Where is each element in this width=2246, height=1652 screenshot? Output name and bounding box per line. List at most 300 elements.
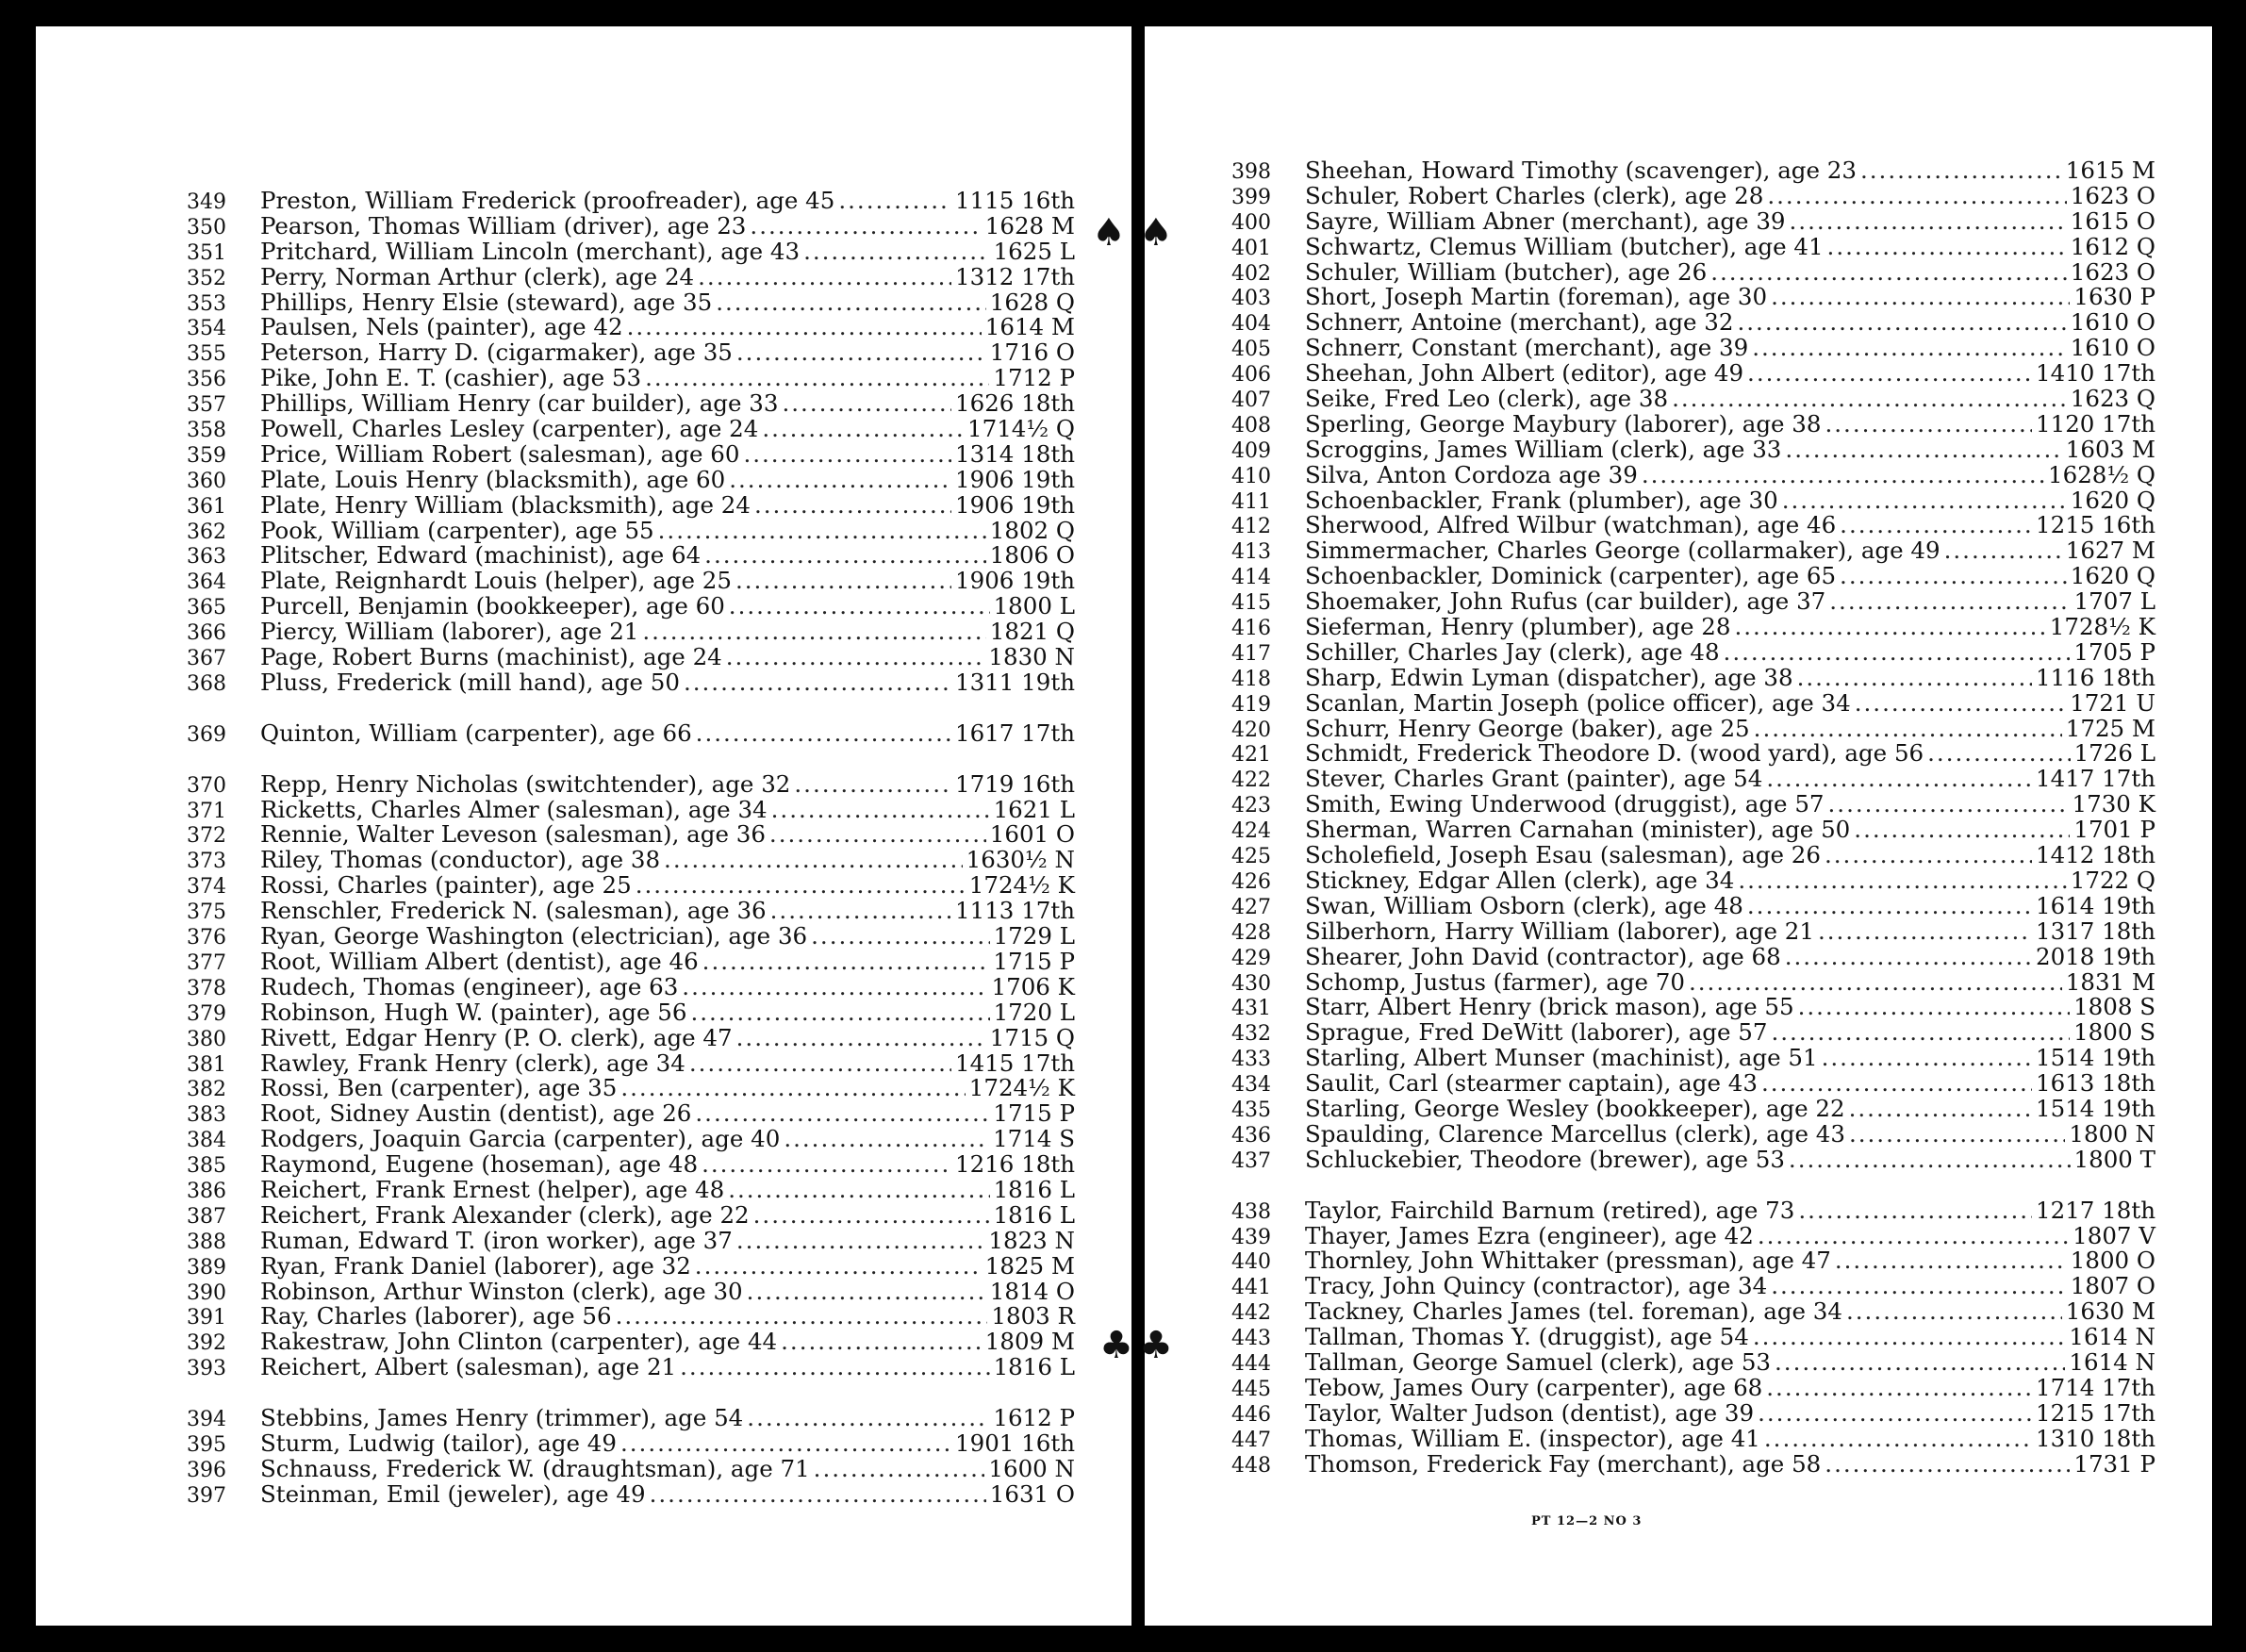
dot-leader [1724, 640, 2071, 666]
entry-address: 1615 O [2070, 206, 2155, 235]
entry-name: Schluckebier, Theodore (brewer), age 53 [1305, 1145, 1785, 1173]
entry-address: 1314 18th [955, 439, 1075, 468]
entry-name: Phillips, Henry Elsie (steward), age 35 [260, 288, 713, 316]
entry-address: 1217 18th [2036, 1196, 2155, 1224]
register-entry [187, 290, 1075, 316]
entry-number: 420 [1231, 718, 1271, 742]
register-entry [1231, 336, 2155, 361]
register-entry [1231, 663, 2155, 691]
entry-number: 408 [1231, 413, 1271, 438]
dot-leader [698, 265, 951, 290]
register-entry [187, 1076, 1075, 1101]
register-list-right [1231, 158, 2155, 1477]
entry-number: 421 [1231, 743, 1271, 768]
dot-leader [1771, 1274, 2067, 1299]
entry-name: Schuler, Robert Charles (clerk), age 28 [1305, 181, 1764, 209]
dot-leader [702, 950, 990, 975]
register-entry [187, 340, 1075, 366]
entry-name: Thomas, William E. (inspector), age 41 [1305, 1424, 1760, 1452]
dot-leader [726, 645, 985, 670]
register-entry [1231, 206, 2155, 235]
entry-name: Shearer, John David (contractor), age 68 [1305, 942, 1781, 970]
dot-leader [1798, 1198, 2032, 1224]
register-entry [187, 721, 1075, 747]
entry-name: Ryan, George Washington (electrician), age 36 [260, 922, 808, 950]
dot-leader [689, 1051, 951, 1077]
entry-name: Sharp, Edwin Lyman (dispatcher), age 38 [1305, 663, 1793, 691]
dot-leader [747, 1280, 986, 1305]
entry-number: 438 [1231, 1199, 1271, 1224]
register-entry [1231, 1198, 2155, 1224]
dot-leader [1764, 1427, 2032, 1452]
register-entry [187, 620, 1075, 645]
entry-name: Page, Robert Burns (machinist), age 24 [260, 643, 722, 671]
entry-address: 1724½ K [968, 1074, 1075, 1102]
dot-leader [620, 1076, 965, 1101]
entry-name: Schurr, Henry George (baker), age 25 [1305, 714, 1750, 742]
entry-address: 1113 17th [955, 897, 1075, 925]
entry-name: Schuler, William (butcher), age 26 [1305, 257, 1708, 286]
entry-name: Pook, William (carpenter), age 55 [260, 516, 654, 544]
dot-leader [743, 442, 951, 468]
dot-leader [838, 189, 951, 214]
entry-number: 416 [1231, 617, 1271, 641]
entry-number: 430 [1231, 971, 1271, 996]
entry-number: 404 [1231, 312, 1271, 337]
dot-leader [1747, 361, 2032, 387]
dot-leader [803, 240, 990, 265]
entry-name: Schmidt, Frederick Theodore D. (wood yard), age 56 [1305, 739, 1924, 768]
entry-number: 389 [187, 1255, 226, 1280]
entry-address: 1412 18th [2036, 841, 2155, 869]
entry-number: 372 [187, 824, 226, 849]
dot-leader [1849, 1122, 2065, 1148]
entry-address: 1906 19th [955, 465, 1075, 493]
dot-leader [1775, 1350, 2065, 1376]
entry-name: Rakestraw, John Clinton (carpenter), age 44 [260, 1328, 778, 1356]
entry-name: Thornley, John Whittaker (pressman), age 47 [1305, 1247, 1831, 1275]
entry-number: 432 [1231, 1022, 1271, 1047]
entry-address: 1901 16th [955, 1429, 1075, 1457]
dot-leader [680, 1355, 989, 1380]
entry-address: 1216 18th [955, 1150, 1075, 1179]
register-entry [1231, 1071, 2155, 1097]
entry-number: 439 [1231, 1225, 1271, 1249]
entry-number: 365 [187, 596, 226, 620]
entry-number: 431 [1231, 997, 1271, 1021]
entry-address: 1600 N [988, 1454, 1075, 1482]
entry-address: 1725 M [2065, 714, 2155, 742]
entry-address: 1719 16th [955, 769, 1075, 798]
entry-number: 442 [1231, 1301, 1271, 1326]
entry-number: 444 [1231, 1351, 1271, 1376]
entry-name: Plate, Reignhardt Louis (helper), age 25 [260, 567, 732, 595]
register-entry [1231, 158, 2155, 184]
register-entry [1231, 387, 2155, 412]
dot-leader [1766, 767, 2032, 792]
dot-leader [1771, 285, 2070, 310]
right-page [1139, 26, 2212, 1626]
entry-number: 375 [187, 900, 226, 925]
dot-leader [695, 1101, 989, 1127]
entry-number: 401 [1231, 236, 1271, 260]
entry-number: 436 [1231, 1123, 1271, 1148]
dot-leader [1846, 1299, 2062, 1325]
entry-number: 440 [1231, 1250, 1271, 1275]
register-entry [1231, 1347, 2155, 1376]
entry-address: 2018 19th [2036, 942, 2155, 970]
entry-name: Price, William Robert (salesman), age 60 [260, 439, 740, 468]
entry-number: 398 [1231, 160, 1271, 184]
entry-name: Rudech, Thomas (engineer), age 63 [260, 972, 679, 1000]
dot-leader [627, 315, 982, 340]
entry-address: 1705 P [2073, 637, 2155, 666]
register-entry [1231, 714, 2155, 742]
entry-address: 1715 Q [989, 1023, 1075, 1051]
dot-leader [1672, 387, 2067, 412]
entry-address: 1116 18th [2036, 663, 2155, 691]
register-entry [187, 366, 1075, 391]
entry-name: Schoenbackler, Frank (plumber), age 30 [1305, 486, 1778, 514]
entry-address: 1614 N [2069, 1323, 2155, 1351]
dot-leader [736, 1026, 986, 1051]
entry-address: 1831 M [2065, 967, 2155, 996]
dot-leader [811, 924, 989, 950]
dot-leader [747, 1406, 989, 1431]
entry-name: Thayer, James Ezra (engineer), age 42 [1305, 1221, 1754, 1249]
entry-name: Simmermacher, Charles George (collarmaker), age 49 [1305, 537, 1940, 565]
binding-mark: ♣ [1139, 1324, 1173, 1367]
entry-number: 426 [1231, 869, 1271, 894]
entry-number: 443 [1231, 1327, 1271, 1351]
entry-name: Reichert, Frank Ernest (helper), age 48 [260, 1175, 725, 1203]
entry-number: 383 [187, 1103, 226, 1128]
entry-address: 1215 16th [2036, 511, 2155, 539]
entry-number: 425 [1231, 845, 1271, 869]
entry-number: 427 [1231, 895, 1271, 919]
dot-leader [1737, 310, 2066, 336]
entry-address: 1716 O [989, 339, 1075, 367]
dot-leader [729, 594, 990, 620]
entry-name: Spaulding, Clarence Marcellus (clerk), age 43 [1305, 1119, 1845, 1148]
register-entry [1231, 767, 2155, 792]
entry-number: 446 [1231, 1402, 1271, 1427]
register-entry [187, 543, 1075, 569]
entry-name: Sherwood, Alfred Wilbur (watchman), age 46 [1305, 511, 1837, 539]
entry-number: 434 [1231, 1073, 1271, 1098]
dot-leader [1828, 792, 2069, 818]
entry-address: 1809 M [984, 1328, 1075, 1356]
entry-address: 1630 P [2073, 283, 2155, 311]
entry-number: 367 [187, 647, 226, 671]
entry-number: 363 [187, 545, 226, 570]
entry-address: 1627 M [2065, 537, 2155, 565]
entry-number: 380 [187, 1027, 226, 1051]
dot-leader [1710, 260, 2067, 286]
dot-leader [1944, 538, 2062, 564]
entry-address: 1623 O [2070, 257, 2155, 286]
dot-leader [690, 1000, 989, 1026]
entry-address: 1721 U [2070, 688, 2155, 717]
dot-leader [1767, 184, 2066, 209]
entry-number: 373 [187, 850, 226, 874]
register-entry [187, 569, 1075, 594]
register-entry [1231, 818, 2155, 843]
dot-leader [702, 1152, 951, 1178]
dot-leader [1785, 438, 2061, 463]
entry-name: Stickney, Edgar Allen (clerk), age 34 [1305, 866, 1735, 894]
entry-name: Rivett, Edgar Henry (P. O. clerk), age 47 [260, 1023, 733, 1051]
dot-leader [696, 721, 951, 747]
entry-number: 428 [1231, 920, 1271, 945]
register-entry [1231, 967, 2155, 996]
entry-address: 1625 L [993, 237, 1075, 265]
entry-address: 1803 R [991, 1302, 1075, 1330]
entry-name: Preston, William Frederick (proofreader), age 45 [260, 187, 835, 214]
register-entry [187, 1000, 1075, 1026]
entry-number: 395 [187, 1432, 226, 1457]
register-entry [187, 924, 1075, 950]
entry-name: Smith, Ewing Underwood (druggist), age 57 [1305, 790, 1825, 818]
register-entry [187, 417, 1075, 442]
entry-name: Pluss, Frederick (mill hand), age 50 [260, 668, 680, 696]
entry-name: Scroggins, James William (clerk), age 33 [1305, 435, 1782, 463]
entry-address: 1317 18th [2036, 917, 2155, 945]
entry-name: Scholefield, Joseph Esau (salesman), age 26 [1305, 841, 1821, 869]
dot-leader [1825, 412, 2032, 438]
dot-leader [1771, 1020, 2070, 1046]
entry-address: 1823 N [988, 1226, 1075, 1254]
entry-name: Tallman, Thomas Y. (druggist), age 54 [1305, 1323, 1749, 1351]
entry-number: 393 [187, 1357, 226, 1381]
entry-address: 1821 Q [989, 618, 1075, 646]
dot-leader [650, 1482, 986, 1508]
register-entry [1231, 435, 2155, 463]
dot-leader [1840, 564, 2067, 589]
register-entry [187, 1175, 1075, 1203]
register-entry [187, 1454, 1075, 1482]
register-entry [187, 189, 1075, 214]
dot-leader [1789, 1148, 2071, 1173]
register-entry [1231, 488, 2155, 514]
entry-address: 1715 P [993, 1099, 1075, 1128]
entry-number: 396 [187, 1458, 226, 1482]
dot-leader [1758, 1224, 2069, 1249]
entry-name: Rennie, Walter Leveson (salesman), age 36 [260, 820, 766, 849]
entry-number: 385 [187, 1154, 226, 1179]
entry-number: 417 [1231, 641, 1271, 666]
entry-address: 1614 N [2069, 1347, 2155, 1376]
printer-code: PT 12—2 NO 3 [1531, 1514, 1643, 1528]
entry-number: 402 [1231, 261, 1271, 286]
entry-number: 445 [1231, 1377, 1271, 1401]
register-entry [1231, 257, 2155, 286]
register-entry [187, 670, 1075, 696]
entry-name: Plate, Henry William (blacksmith), age 24 [260, 490, 751, 519]
entry-name: Steinman, Emil (jeweler), age 49 [260, 1479, 646, 1508]
entry-number: 403 [1231, 287, 1271, 311]
binding-mark: ♠ [1092, 211, 1126, 255]
register-entry [1231, 538, 2155, 564]
dot-leader [728, 1178, 989, 1203]
entry-number: 400 [1231, 210, 1271, 235]
entry-number: 414 [1231, 566, 1271, 590]
entry-address: 1115 16th [955, 187, 1075, 214]
entry-number: 390 [187, 1280, 226, 1305]
dot-leader [729, 468, 951, 493]
entry-number: 386 [187, 1179, 226, 1203]
entry-address: 1615 M [2065, 157, 2155, 184]
entry-address: 1631 O [989, 1479, 1075, 1508]
entry-address: 1620 Q [2070, 486, 2155, 514]
dot-leader [762, 417, 964, 442]
entry-name: Ricketts, Charles Almer (salesman), age 34 [260, 795, 768, 823]
entry-address: 1731 P [2073, 1449, 2155, 1478]
entry-address: 1120 17th [2036, 409, 2155, 438]
register-entry [187, 1152, 1075, 1178]
entry-name: Peterson, Harry D. (cigarmaker), age 35 [260, 339, 733, 367]
register-entry [187, 1304, 1075, 1330]
entry-address: 1720 L [993, 998, 1075, 1026]
register-entry [1231, 1145, 2155, 1173]
dot-leader [658, 519, 986, 544]
entry-number: 407 [1231, 388, 1271, 413]
register-entry [187, 465, 1075, 493]
entry-number: 405 [1231, 338, 1271, 362]
register-entry [1231, 1398, 2155, 1427]
dot-leader [1738, 868, 2066, 894]
dot-leader [1822, 1046, 2032, 1071]
entry-address: 1706 K [991, 972, 1075, 1000]
entry-number: 433 [1231, 1048, 1271, 1072]
entry-address: 1825 M [984, 1251, 1075, 1280]
dot-leader [1753, 1325, 2066, 1350]
dot-leader [771, 798, 990, 823]
dot-leader [1642, 463, 2044, 488]
register-entry [187, 490, 1075, 519]
entry-name: Rawley, Frank Henry (clerk), age 34 [260, 1049, 685, 1077]
dot-leader [636, 873, 966, 899]
register-entry [187, 1200, 1075, 1229]
dot-leader [684, 670, 951, 696]
register-entry [187, 315, 1075, 340]
dot-leader [735, 569, 951, 594]
register-list-left [187, 189, 1075, 1508]
entry-number: 424 [1231, 819, 1271, 844]
entry-name: Schnerr, Constant (merchant), age 39 [1305, 334, 1749, 362]
entry-number: 359 [187, 443, 226, 468]
register-entry [187, 391, 1075, 417]
register-entry [187, 1277, 1075, 1305]
dot-leader [1689, 970, 2062, 996]
entry-address: 1707 L [2073, 587, 2155, 616]
entry-number: 410 [1231, 464, 1271, 488]
entry-address: 1514 19th [2036, 1044, 2155, 1072]
entry-number: 370 [187, 773, 226, 798]
entry-number: 415 [1231, 591, 1271, 616]
entry-number: 352 [187, 266, 226, 290]
dot-leader [682, 975, 987, 1000]
entry-name: Scanlan, Martin Joseph (police officer), age 34 [1305, 688, 1851, 717]
entry-number: 364 [187, 570, 226, 595]
register-entry [1231, 285, 2155, 310]
entry-address: 1603 M [2065, 435, 2155, 463]
dot-leader [736, 1229, 985, 1254]
entry-name: Robinson, Hugh W. (painter), age 56 [260, 998, 687, 1026]
entry-number: 374 [187, 875, 226, 900]
entry-number: 377 [187, 950, 226, 975]
entry-name: Robinson, Arthur Winston (clerk), age 30 [260, 1277, 743, 1305]
register-entry [187, 1226, 1075, 1254]
entry-name: Sperling, George Maybury (laborer), age 38 [1305, 409, 1822, 438]
register-entry [1231, 995, 2155, 1020]
dot-leader [1790, 209, 2067, 235]
dot-leader [1840, 513, 2032, 538]
entry-number: 361 [187, 494, 226, 519]
entry-number: 387 [187, 1204, 226, 1229]
register-entry [1231, 1020, 2155, 1046]
register-entry [187, 972, 1075, 1000]
register-entry [187, 211, 1075, 240]
entry-address: 1714½ Q [967, 415, 1075, 443]
dot-leader [1747, 894, 2032, 919]
entry-address: 1800 O [2070, 1247, 2155, 1275]
register-entry [187, 822, 1075, 848]
register-entry [1231, 741, 2155, 767]
entry-address: 1623 Q [2070, 385, 2155, 413]
binding-mark: ♠ [1139, 211, 1173, 255]
entry-number: 448 [1231, 1453, 1271, 1478]
register-entry [187, 1330, 1075, 1355]
dot-leader [753, 1203, 990, 1229]
entry-address: 1800 S [2073, 1018, 2155, 1047]
entry-name: Schomp, Justus (farmer), age 70 [1305, 967, 1685, 996]
entry-address: 1800 N [2069, 1119, 2155, 1148]
register-entry [187, 1406, 1075, 1431]
entry-number: 399 [1231, 185, 1271, 209]
entry-number: 353 [187, 291, 226, 316]
entry-number: 371 [187, 799, 226, 823]
entry-name: Sayre, William Abner (merchant), age 39 [1305, 206, 1786, 235]
register-entry [1231, 891, 2155, 919]
entry-address: 1310 18th [2036, 1424, 2155, 1452]
dot-leader [1860, 158, 2062, 184]
entry-name: Schnerr, Antoine (merchant), age 32 [1305, 308, 1734, 337]
entry-name: Piercy, William (laborer), age 21 [260, 618, 639, 646]
entry-name: Pritchard, William Lincoln (merchant), age 43 [260, 237, 801, 265]
dot-leader [1752, 336, 2067, 361]
entry-address: 1830 N [988, 643, 1075, 671]
dot-leader [784, 1127, 989, 1152]
entry-address: 1620 Q [2070, 562, 2155, 590]
entry-number: 411 [1231, 489, 1271, 514]
register-entry [1231, 361, 2155, 387]
register-entry [1231, 1373, 2155, 1401]
entry-number: 422 [1231, 768, 1271, 793]
entry-address: 1312 17th [955, 262, 1075, 290]
entry-name: Plate, Louis Henry (blacksmith), age 60 [260, 465, 726, 493]
dot-leader [814, 1457, 985, 1482]
register-entry [1231, 460, 2155, 488]
entry-address: 1808 S [2073, 993, 2155, 1021]
entry-name: Plitscher, Edward (machinist), age 64 [260, 541, 702, 570]
left-page [36, 26, 1131, 1626]
dot-leader [1754, 717, 2062, 742]
entry-number: 412 [1231, 515, 1271, 539]
dot-leader [1854, 818, 2070, 843]
entry-number: 350 [187, 215, 226, 240]
dot-leader [754, 493, 951, 519]
